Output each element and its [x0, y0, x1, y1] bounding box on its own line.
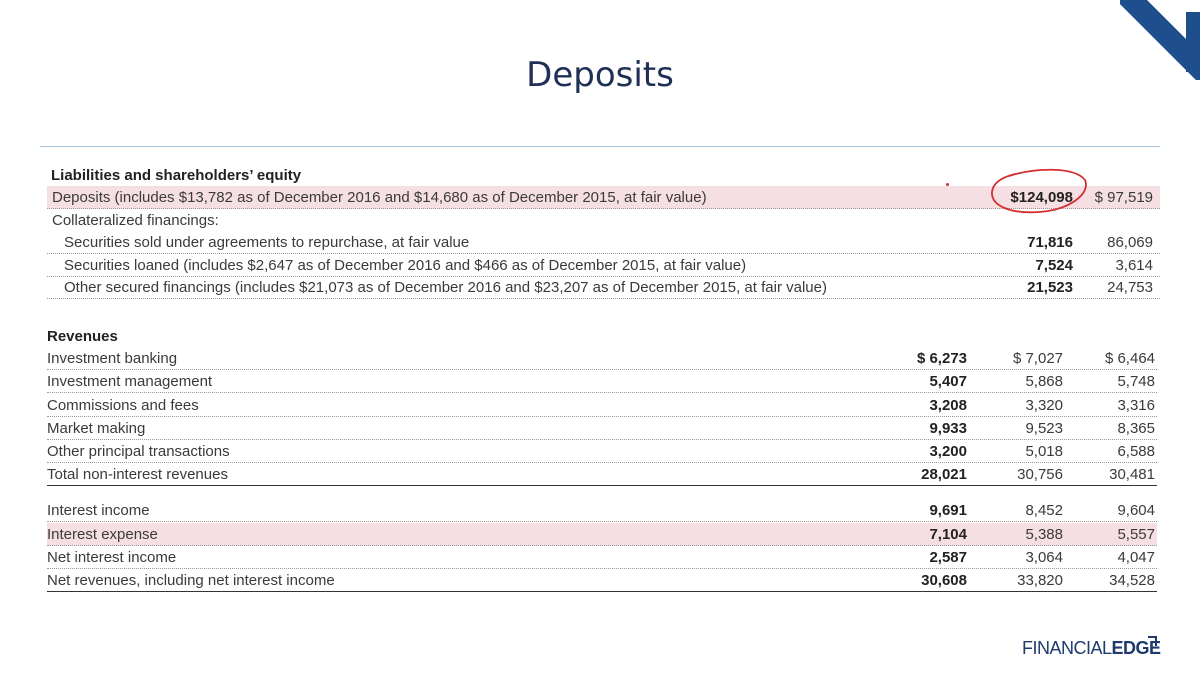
- value-2016: 2,587: [929, 549, 967, 566]
- logo-text-edge: EDGE: [1111, 638, 1161, 658]
- row-label: Other secured financings (includes $21,073 as of December 2016 and $23,207 as of December 2015, at fair value): [64, 279, 827, 296]
- value-2016: 5,407: [929, 373, 967, 390]
- value-2015: 33,820: [1017, 572, 1063, 589]
- table-row-interest-income: [47, 499, 1157, 522]
- value-2014: 5,748: [1117, 373, 1155, 390]
- table-row-deposits: [47, 186, 1160, 209]
- row-label: Securities loaned (includes $2,647 as of December 2016 and $466 as of December 2015, at fair value): [64, 257, 747, 274]
- row-label: Investment management: [47, 373, 213, 390]
- annotation-dot: [946, 183, 949, 186]
- row-label: Commissions and fees: [47, 397, 199, 414]
- row-label: Market making: [47, 420, 146, 437]
- value-2015: 5,388: [1025, 526, 1063, 543]
- value-2016: 28,021: [921, 466, 967, 483]
- logo-corner-icon: [1148, 636, 1157, 646]
- table-row-investment-management: [47, 370, 1157, 393]
- value-2014: 8,365: [1117, 420, 1155, 437]
- value-2016: 9,691: [929, 502, 967, 519]
- table-row-other-secured: [47, 276, 1160, 299]
- value-2016: 7,104: [929, 526, 967, 543]
- value-2016: 9,933: [929, 420, 967, 437]
- table-row-other-principal: [47, 440, 1157, 463]
- table-row-commissions: [47, 394, 1157, 417]
- value-2016: 3,200: [929, 443, 967, 460]
- value-2015: $ 7,027: [1012, 350, 1063, 367]
- value-2016: 71,816: [1027, 234, 1073, 251]
- value-2016: 7,524: [1035, 257, 1073, 274]
- value-2014: 5,557: [1117, 526, 1155, 543]
- title-divider: [40, 146, 1160, 147]
- value-2015: $ 97,519: [1094, 189, 1153, 206]
- table-row-market-making: [47, 417, 1157, 440]
- value-2014: 9,604: [1117, 502, 1155, 519]
- value-2016: $124,098: [1010, 189, 1073, 206]
- row-label: Net revenues, including net interest income: [47, 572, 335, 589]
- value-2016: 21,523: [1027, 279, 1073, 296]
- value-2016: 3,208: [929, 397, 967, 414]
- value-2014: 30,481: [1109, 466, 1155, 483]
- value-2014: 4,047: [1117, 549, 1155, 566]
- value-2015: 30,756: [1017, 466, 1063, 483]
- row-label: Investment banking: [47, 350, 178, 367]
- value-2014: 3,316: [1117, 397, 1155, 414]
- row-label: Interest income: [47, 502, 150, 519]
- liabilities-heading: Liabilities and shareholders’ equity: [51, 167, 302, 184]
- row-label: Total non-interest revenues: [47, 466, 228, 483]
- table-row-investment-banking: [47, 347, 1157, 370]
- row-label: Deposits (includes $13,782 as of December 2016 and $14,680 as of December 2015, at fair value): [52, 189, 707, 206]
- table-row-net-revenues: [47, 569, 1157, 592]
- value-2015: 5,868: [1025, 373, 1063, 390]
- value-2015: 5,018: [1025, 443, 1063, 460]
- row-label: Securities sold under agreements to repurchase, at fair value: [64, 234, 470, 251]
- value-2014: 34,528: [1109, 572, 1155, 589]
- row-label: Other principal transactions: [47, 443, 230, 460]
- value-2015: 9,523: [1025, 420, 1063, 437]
- value-2014: $ 6,464: [1104, 350, 1155, 367]
- table-row-repurchase: [47, 231, 1160, 254]
- row-label: Interest expense: [47, 526, 158, 543]
- value-2014: 6,588: [1117, 443, 1155, 460]
- value-2015: 3,064: [1025, 549, 1063, 566]
- table-row-net-interest-income: [47, 546, 1157, 569]
- slide-title: Deposits: [526, 55, 674, 95]
- row-label: Net interest income: [47, 549, 177, 566]
- value-2016: 30,608: [921, 572, 967, 589]
- logo-text-financial: FINANCIAL: [1022, 638, 1112, 658]
- table-row-total-non-interest: [47, 463, 1157, 486]
- financial-edge-logo: [1022, 638, 1161, 659]
- revenues-heading: Revenues: [47, 328, 118, 345]
- table-row-collateralized: [47, 209, 1160, 232]
- value-2015: 24,753: [1107, 279, 1153, 296]
- value-2015: 3,320: [1025, 397, 1063, 414]
- value-2015: 3,614: [1115, 257, 1153, 274]
- row-label: Collateralized financings:: [52, 212, 219, 229]
- table-row-securities-loaned: [47, 254, 1160, 277]
- table-row-interest-expense: [47, 523, 1157, 546]
- value-2015: 86,069: [1107, 234, 1153, 251]
- value-2015: 8,452: [1025, 502, 1063, 519]
- value-2016: $ 6,273: [916, 350, 967, 367]
